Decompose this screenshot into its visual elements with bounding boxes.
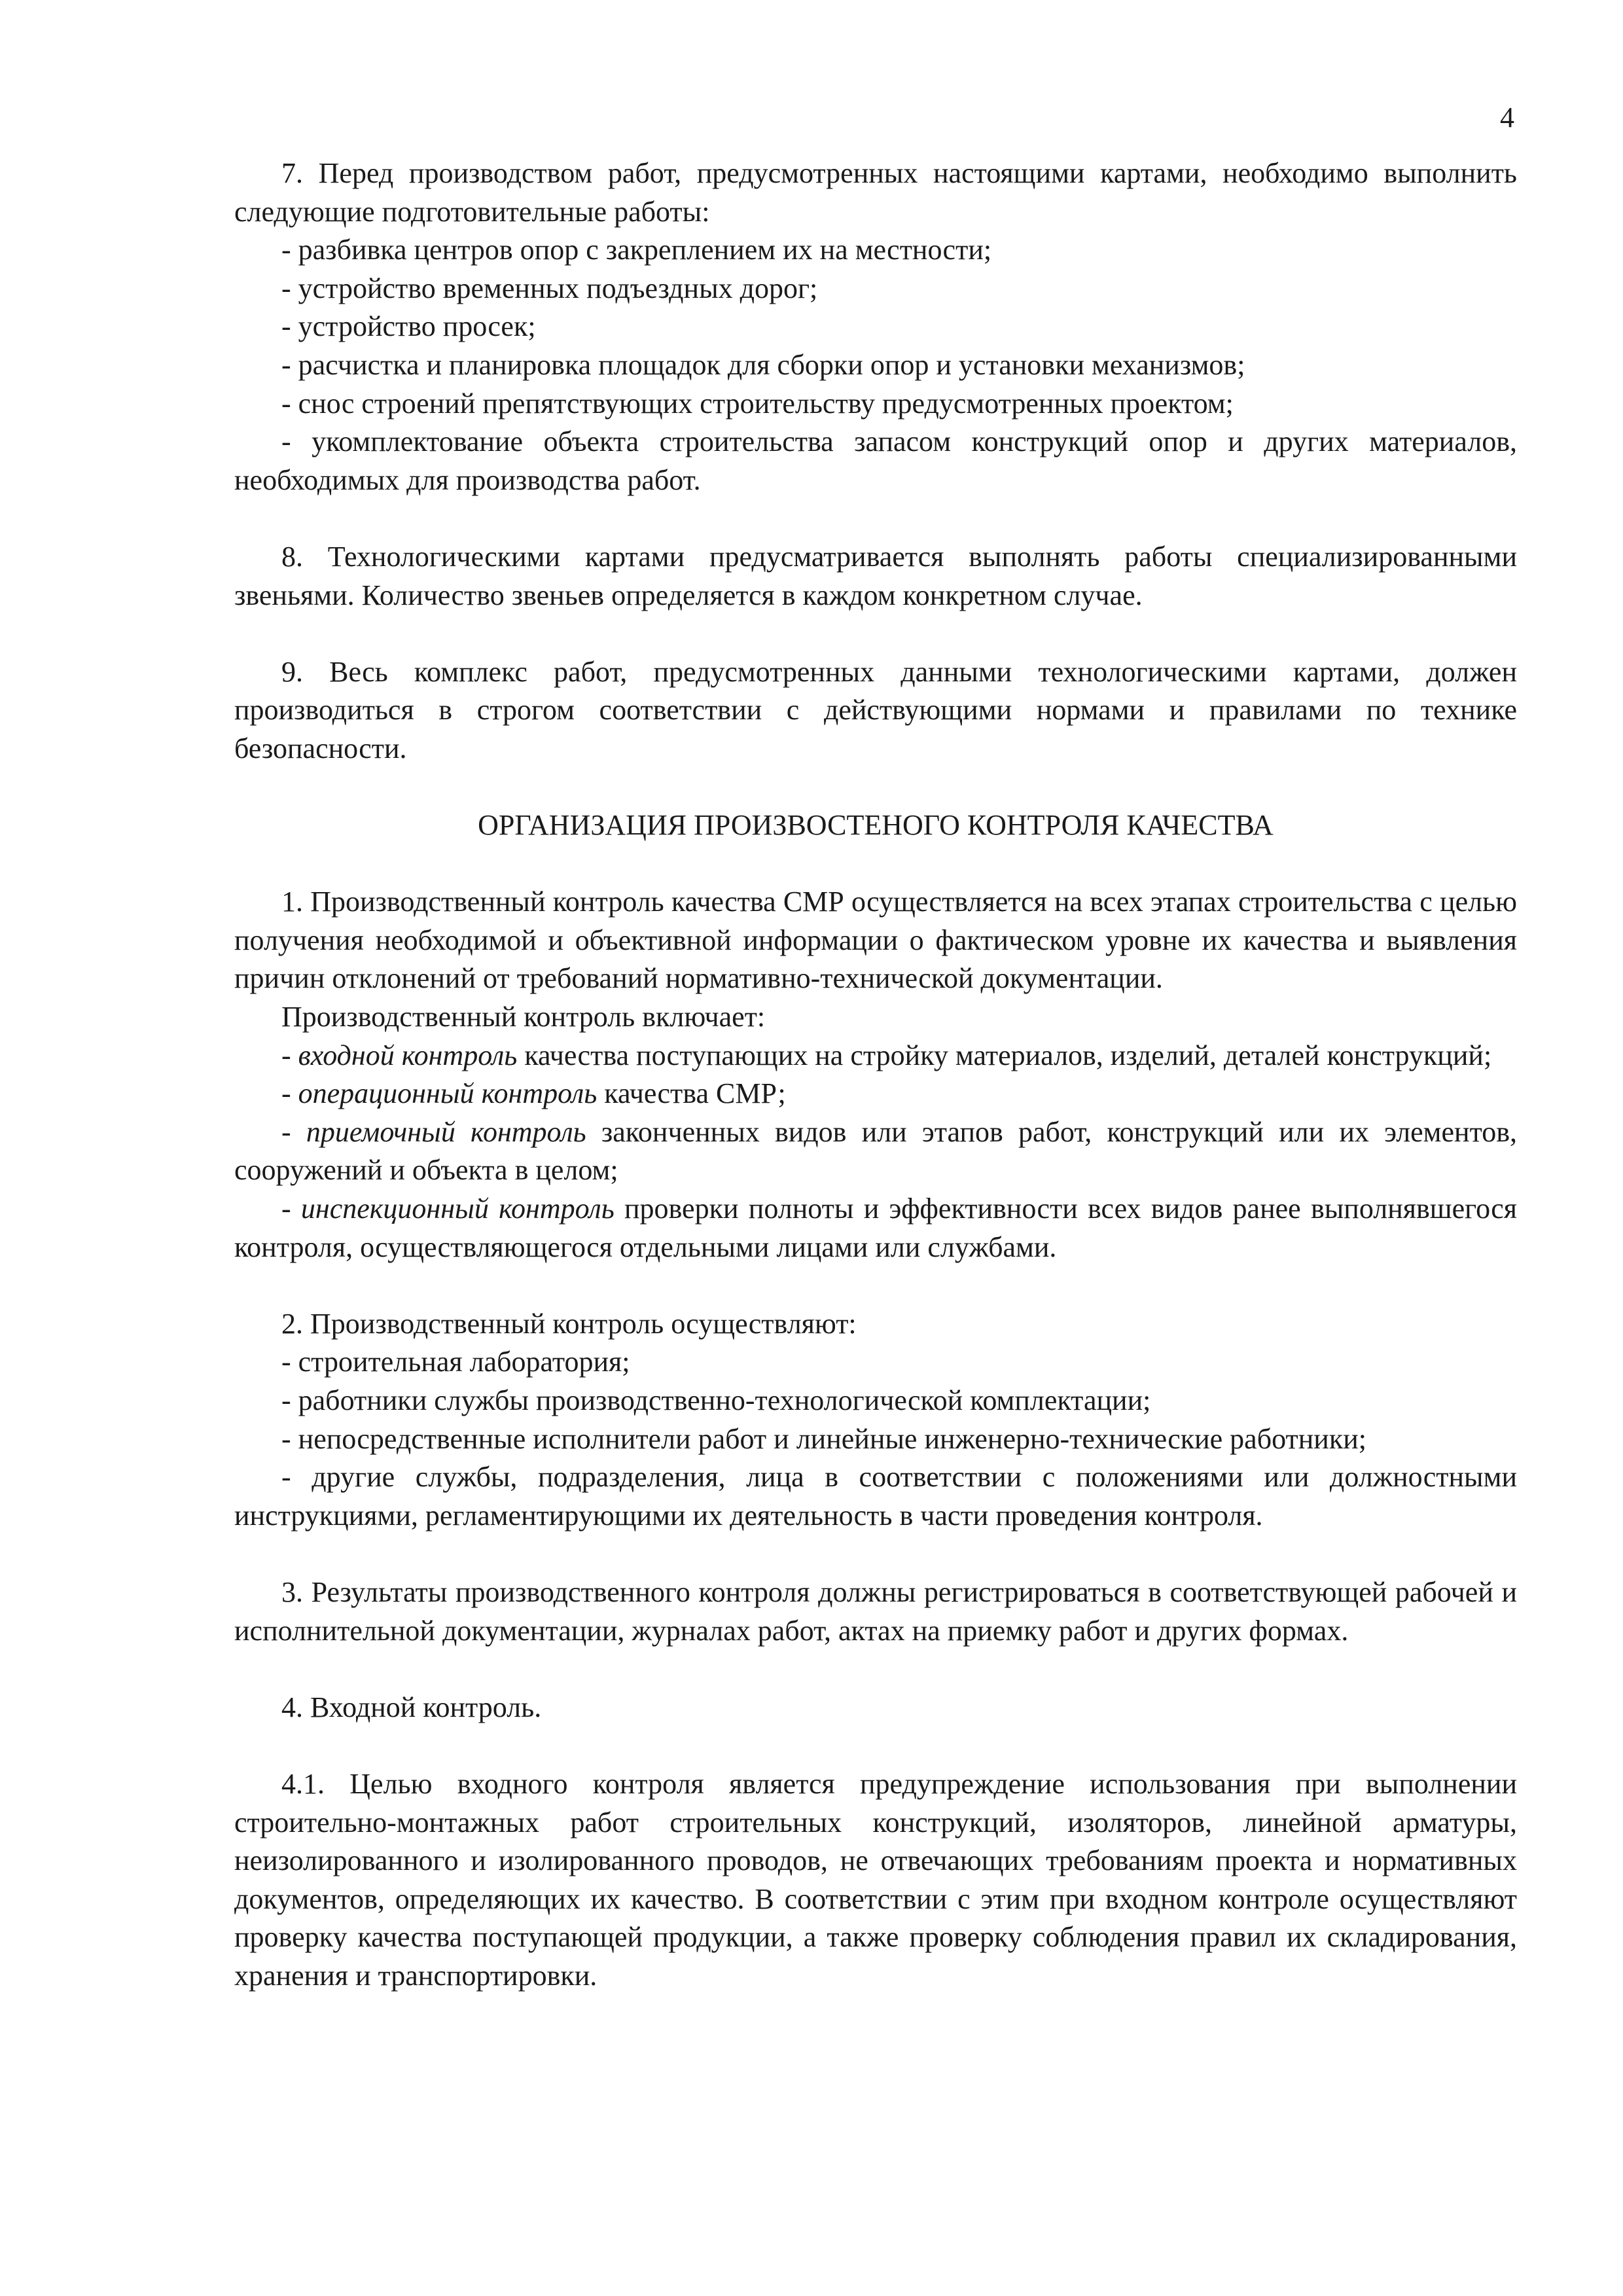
paragraph-gap [234,1727,1517,1765]
paragraph-gap [234,615,1517,653]
qc-2-item: - непосредственные исполнители работ и линейные инженерно-технические работники; [281,1422,1366,1455]
qc-1-item-incoming [234,1037,1517,1075]
section-7-item: - расчистка и планировка площадок для сборки опор и установки механизмов; [281,348,1245,381]
section-7-item: - снос строений препятствующих строительству предусмотренных проектом; [281,387,1234,420]
control-type-term: инспекционный контроль [300,1193,615,1225]
section-heading: ОРГАНИЗАЦИЯ ПРОИЗВОСТЕНОГО КОНТРОЛЯ КАЧЕСТВА [478,809,1274,842]
list-item-text: законченных видов или этапов работ, конструкций или их элементов, сооружений и объекта в целом; [234,1115,1517,1187]
qc-4-paragraph: 4. Входной контроль. [281,1691,542,1723]
paragraph-gap [234,1535,1517,1573]
section-9-paragraph: 9. Весь комплекс работ, предусмотренных данными технологическими картами, должен производиться в строгом соответствии с действующими нормами и правилами по технике безопасности. [234,655,1517,764]
qc-2-item: - строительная лаборатория; [281,1346,630,1378]
section-7-item: - устройство просек; [281,310,536,343]
qc-1-includes: Производственный контроль включает: [281,1001,766,1033]
section-7-item: - укомплектование объекта строительства запасом конструкций опор и других материалов, необходимых для производства работ. [234,425,1517,496]
document-body [234,154,1517,1996]
paragraph-gap [234,499,1517,538]
control-type-term: входной контроль [298,1039,518,1071]
qc-4-1-paragraph: 4.1. Целью входного контроля является предупреждение использования при выполнении строительно-монтажных работ строительных конструкций, изоляторов, линейной арматуры, неизолированного и изолированного проводов, не отвечающих требованиям проекта и нормативных документов, определяющих их качество. В соответствии с этим при входном контроле осуществляют проверку качества поступающей продукции, а также проверку соблюдения правил их складирования, хранения и транспортировки. [234,1767,1517,1992]
section-7-item: - разбивка центров опор с закреплением их на местности; [281,234,992,266]
paragraph-gap [234,768,1517,807]
qc-2-item: - работники службы производственно-технологической комплектации; [281,1384,1151,1416]
section-8-paragraph: 8. Технологическими картами предусматривается выполнять работы специализированными звеньями. Количество звеньев определяется в каждом конкретном случае. [234,540,1517,611]
qc-3-paragraph: 3. Результаты производственного контроля должны регистрироваться в соответствующей рабочей и исполнительной документации, журналах работ, актах на приемку работ и других формах. [234,1575,1517,1647]
list-item-text: качества СМР; [597,1077,786,1110]
qc-1-item-inspection [234,1190,1517,1266]
qc-2-item: - другие службы, подразделения, лица в соответствии с положениями или должностными инструкциями, регламентирующими их деятельность в части проведения контроля. [234,1461,1517,1532]
control-type-term: операционный контроль [298,1077,597,1110]
list-dash: - [281,1115,306,1148]
control-type-term: приемочный контроль [306,1115,586,1148]
paragraph-gap [234,1266,1517,1305]
paragraph-gap [234,845,1517,884]
qc-1-item-acceptance [234,1113,1517,1190]
qc-2-intro: 2. Производственный контроль осуществляют: [281,1307,857,1340]
paragraph-gap [234,1650,1517,1689]
list-dash: - [281,1039,298,1071]
qc-1-paragraph: 1. Производственный контроль качества СМР осуществляется на всех этапах строительства с целью получения необходимой и объективной информации о фактическом уровне их качества и выявления причин отклонений от требований нормативно-технической документации. [234,886,1517,995]
list-item-text: качества поступающих на стройку материалов, изделий, деталей конструкций; [517,1039,1492,1071]
section-7-item: - устройство временных подъездных дорог; [281,272,818,304]
list-item-text: проверки полноты и эффективности всех видов ранее выполнявшегося контроля, осуществляющегося отдельными лицами или службами. [234,1193,1517,1263]
list-dash: - [281,1077,298,1110]
list-dash: - [281,1193,301,1225]
page-number: 4 [1500,101,1514,134]
section-7-intro: 7. Перед производством работ, предусмотренных настоящими картами, необходимо выполнить следующие подготовительные работы: [234,157,1517,228]
qc-1-item-operational [234,1075,1517,1113]
